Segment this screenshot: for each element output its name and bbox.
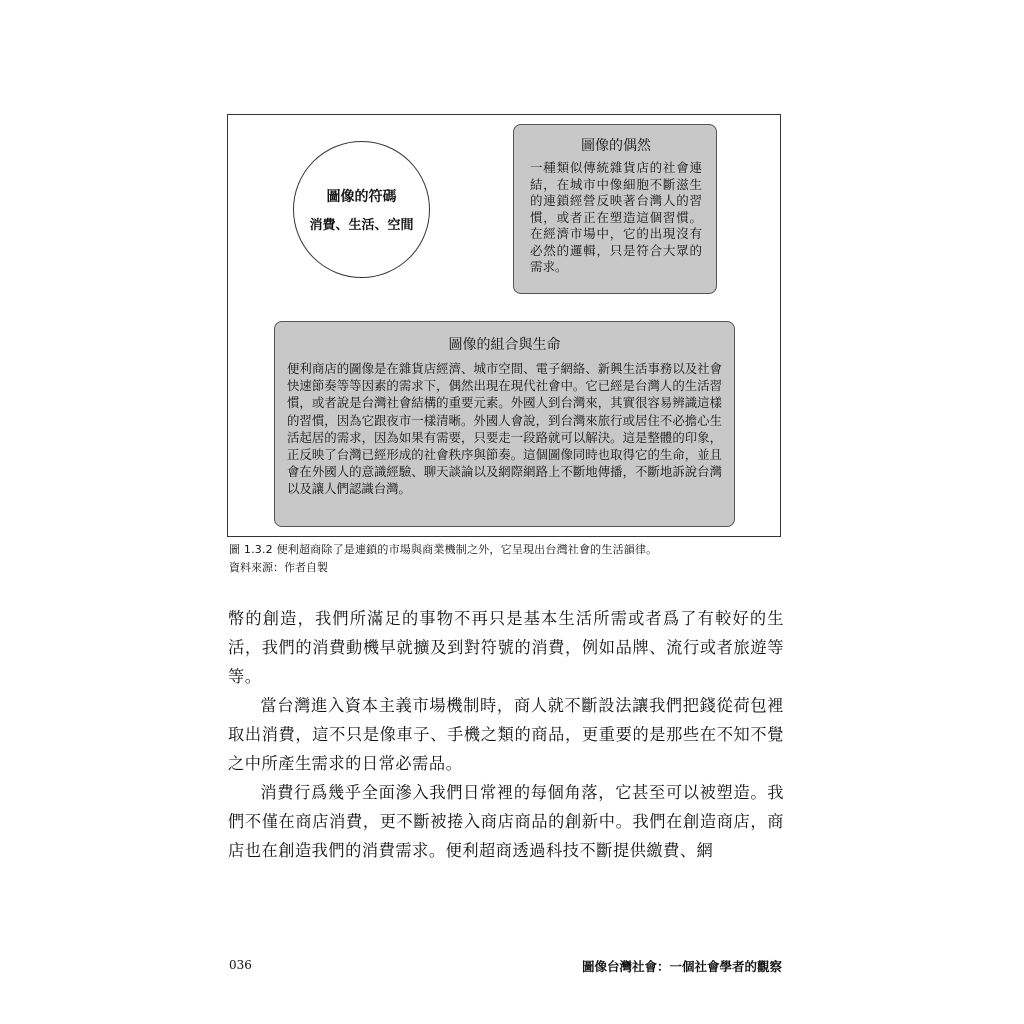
circle-subtitle: 消費、生活、空間 — [309, 218, 414, 233]
page-number: 036 — [229, 958, 252, 972]
top-box-body: 一種類似傳統雜貨店的社會連結，在城市中像細胞不斷滋生的連鎖經營反映著台灣人的習慣，或者正在塑造這個習慣。在經濟市場中，它的出現沒有必然的邏輯，只是符合大眾的需求。 — [530, 160, 702, 274]
figure-caption: 圖 1.3.2 便利超商除了是連鎖的市場與商業機制之外，它呈現出台灣社會的生活韻律。 — [229, 543, 658, 556]
figure-box-top — [513, 124, 717, 294]
figure-box-bottom — [274, 321, 735, 527]
top-box-title: 圖像的偶然 — [581, 138, 651, 154]
paragraph: 消費行爲幾乎全面滲入我們日常裡的每個角落，它甚至可以被塑造。我們不僅在商店消費，更不斷被捲入商店商品的創新中。我們在創造商店，商店也在創造我們的消費需求。便利超商透過科技不斷提供繳費、網 — [228, 783, 784, 860]
figure-source: 資料來源：作者自製 — [229, 561, 328, 574]
paragraph: 當台灣進入資本主義市場機制時，商人就不斷設法讓我們把錢從荷包裡取出消費，這不只是像車子、手機之類的商品，更重要的是那些在不知不覺之中所產生需求的日常必需品。 — [228, 696, 784, 773]
circle-title: 圖像的符碼 — [326, 189, 397, 205]
running-title: 圖像台灣社會：一個社會學者的觀察 — [581, 959, 782, 974]
bottom-box-title: 圖像的組合與生命 — [448, 337, 561, 353]
body-text — [228, 604, 784, 865]
figure-circle — [293, 141, 430, 278]
paragraph: 幣的創造，我們所滿足的事物不再只是基本生活所需或者爲了有較好的生活，我們的消費動機早就擴及到對符號的消費，例如品牌、流行或者旅遊等等。 — [228, 609, 784, 686]
bottom-box-body: 便利商店的圖像是在雜貨店經濟、城市空間、電子網絡、新興生活事務以及社會快速節奏等等因素的需求下，偶然出現在現代社會中。它已經是台灣人的生活習慣，或者說是台灣社會結構的重要元素。外國人到台灣來，其實很容易辨識這樣的習慣，因為它跟夜市一樣清晰。外國人會說，到台灣來旅行或居住不必擔心生活起居的需求，因為如果有需要，只要走一段路就可以解決。這是整體的印象，正反映了台灣已經形成的社會秩序與節奏。這個圖像同時也取得它的生命，並且會在外國人的意識經驗、聊天談論以及網際網路上不斷地傳播，不斷地訴說台灣以及讓人們認識台灣。 — [287, 361, 722, 497]
